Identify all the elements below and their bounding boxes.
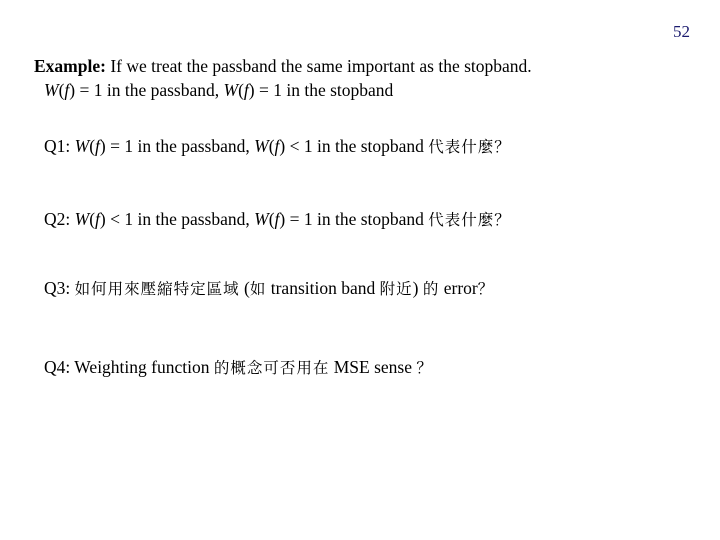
weight-symbol: W xyxy=(254,209,269,229)
page-number: 52 xyxy=(673,22,690,41)
example-text: If we treat the passband the same important as the stopband. xyxy=(105,56,532,76)
weight-symbol: W xyxy=(74,209,90,229)
freq-symbol: f xyxy=(274,136,280,156)
question-prefix: Q2: xyxy=(44,209,75,229)
question-cjk: 如何用來壓縮特定區域 xyxy=(74,280,240,298)
question-text: transition band xyxy=(266,278,380,298)
question-2: Q2: W(f) < 1 in the passband, W(f) = 1 in the stopband 代表什麼？ xyxy=(44,209,511,229)
weight-symbol: W xyxy=(223,80,239,100)
question-text: ) < 1 in the passband, xyxy=(99,209,255,229)
question-1: Q1: W(f) = 1 in the passband, W(f) < 1 in the stopband 代表什麼？ xyxy=(44,136,511,156)
question-text: ) = 1 in the stopband xyxy=(279,209,429,229)
question-cjk: 的概念可否用在 xyxy=(213,359,330,377)
question-cjk: 的 xyxy=(422,280,440,298)
weight-symbol: W xyxy=(44,80,59,100)
freq-symbol: f xyxy=(64,80,70,100)
freq-symbol: f xyxy=(274,209,280,229)
example-label: Example: xyxy=(34,56,106,76)
question-prefix: Q3: xyxy=(44,278,75,298)
question-text: ( xyxy=(239,278,250,298)
example-line xyxy=(34,56,532,77)
question-cjk: 附近 xyxy=(379,280,413,298)
question-text: MSE sense xyxy=(329,357,417,377)
question-4 xyxy=(44,356,433,378)
question-prefix: Q1: xyxy=(44,136,75,156)
freq-symbol: f xyxy=(95,209,100,229)
freq-symbol: f xyxy=(95,136,100,156)
question-cjk: 代表什麼？ xyxy=(428,138,511,156)
question-text: ) < 1 in the stopband xyxy=(279,136,429,156)
question-prefix: Q4: Weighting function xyxy=(44,357,214,377)
weight-symbol: W xyxy=(74,136,90,156)
question-cjk: 如 xyxy=(249,280,267,298)
example-condition-line: W(f) = 1 in the passband, W(f) = 1 in the stopband xyxy=(44,80,394,100)
question-text: ) xyxy=(412,278,423,298)
question-text: ) = 1 in the passband, xyxy=(99,136,255,156)
question-cjk: ？ xyxy=(477,280,495,298)
question-text: error xyxy=(439,278,478,298)
freq-symbol: f xyxy=(243,80,249,100)
weight-symbol: W xyxy=(254,136,269,156)
condition-text: ) = 1 in the passband, xyxy=(69,80,224,100)
question-cjk: 代表什麼？ xyxy=(428,211,511,229)
question-3 xyxy=(44,277,494,299)
condition-text: ) = 1 in the stopband xyxy=(248,80,394,100)
question-cjk: ？ xyxy=(416,359,433,377)
